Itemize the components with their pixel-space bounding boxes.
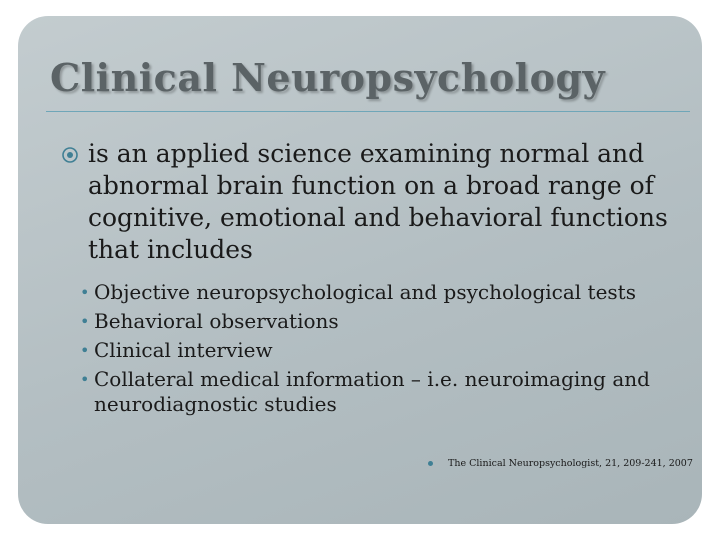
sub-bullet-text: Clinical interview [94, 338, 273, 362]
dot-bullet-icon: • [80, 283, 90, 302]
sub-bullet-text: Behavioral observations [94, 309, 339, 333]
main-bullet [60, 138, 680, 266]
citation-text: The Clinical Neuropsychologist, 21, 209-241, 2007 [448, 458, 693, 469]
dot-bullet-icon: • [80, 312, 90, 331]
title-divider [46, 111, 690, 112]
sub-bullet-item [80, 309, 652, 334]
dot-bullet-icon [428, 461, 433, 466]
dot-bullet-icon: • [80, 370, 90, 389]
dot-bullet-icon: • [80, 341, 90, 360]
main-bullet-text: is an applied science examining normal and abnormal brain function on a broad range of cognitive, emotional and behavioral functions that includes [88, 139, 668, 264]
sub-bullet-text: Collateral medical information – i.e. neuroimaging and neurodiagnostic studies [94, 367, 650, 416]
target-bullet-icon [60, 145, 80, 165]
sub-bullet-item [80, 367, 652, 417]
sub-bullet-item [80, 280, 652, 305]
slide-title: Clinical Neuropsychology [50, 55, 606, 100]
citation [428, 458, 693, 469]
sub-bullet-item [80, 338, 652, 363]
sub-bullet-list [80, 280, 652, 421]
sub-bullet-text: Objective neuropsychological and psychological tests [94, 280, 636, 304]
